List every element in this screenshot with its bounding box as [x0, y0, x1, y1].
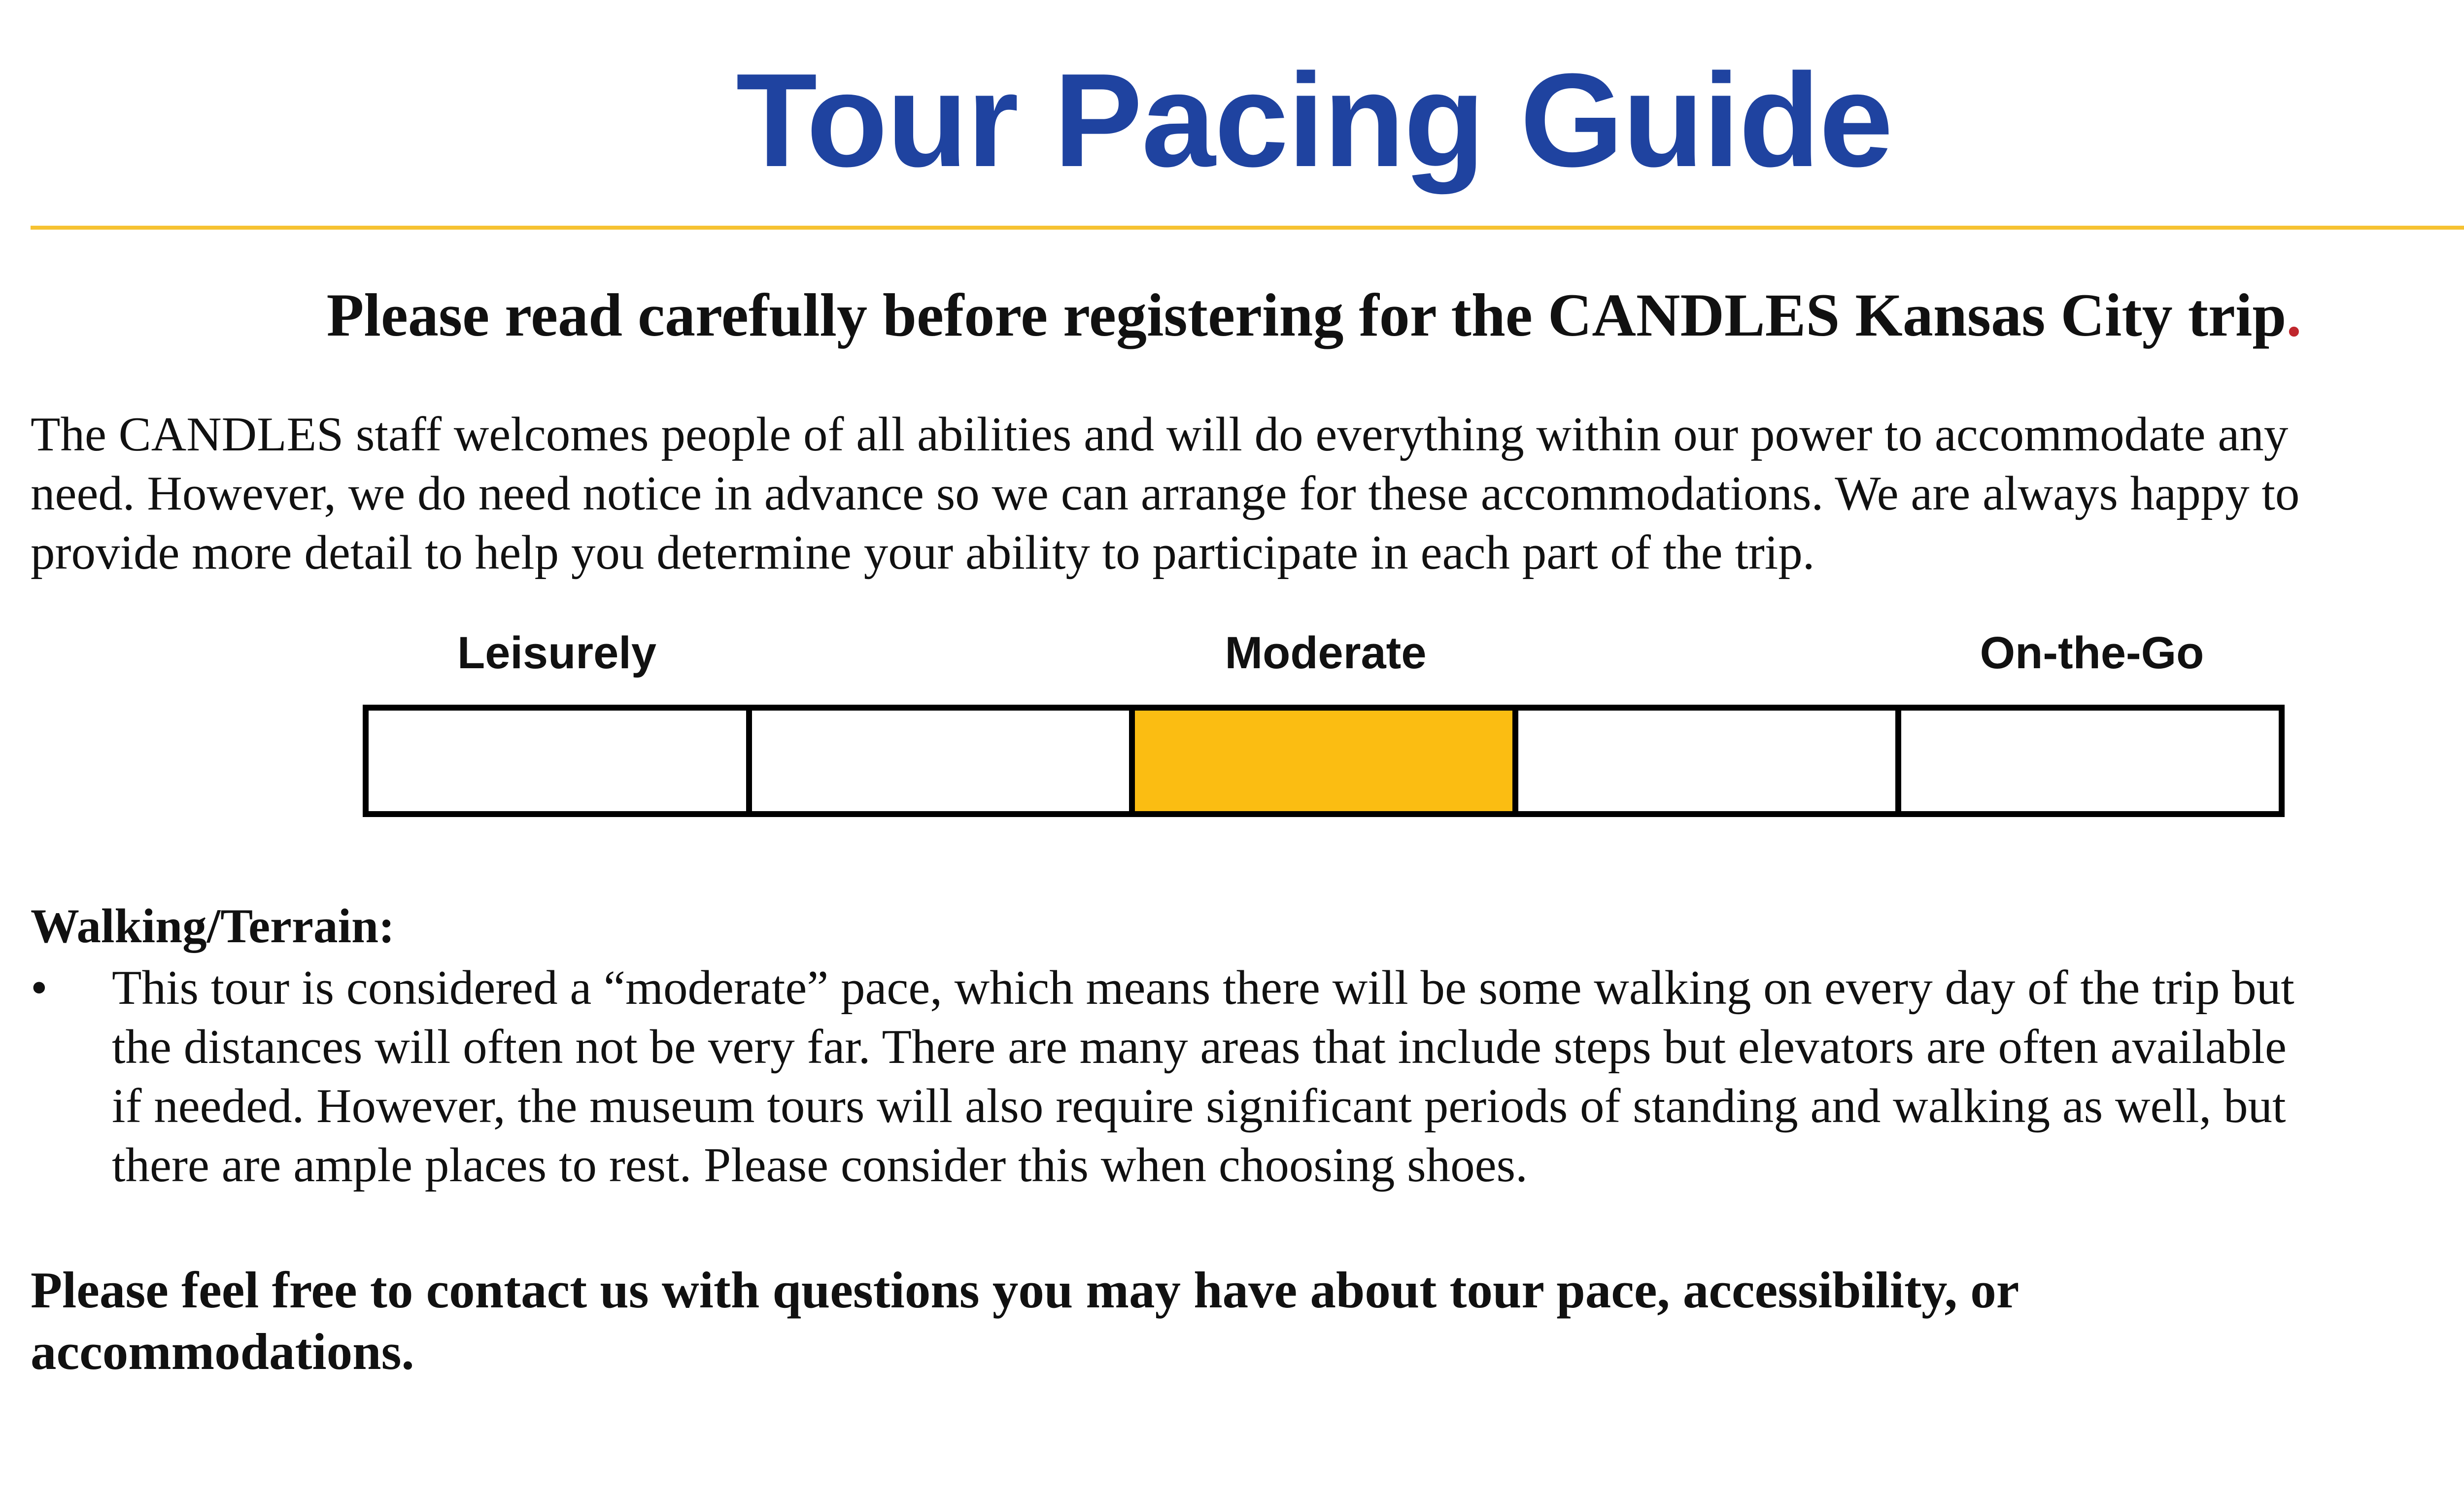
closing-note [31, 1259, 2464, 1382]
intro-line: need. However, we do need notice in advance so we can arrange for these accommodations. We are always happy to [31, 467, 2300, 520]
bullet-text [112, 958, 2464, 1195]
pace-scale [363, 705, 2285, 817]
subtitle-text: Please read carefully before registering for the CANDLES Kansas City trip [326, 281, 2287, 349]
intro-line: provide more detail to help you determine your ability to participate in each part of the trip. [31, 526, 1815, 580]
scale-label-leisurely: Leisurely [457, 628, 656, 678]
intro-line: The CANDLES staff welcomes people of all abilities and will do everything within our power to accommodate any [31, 408, 2289, 461]
walking-terrain-heading: Walking/Terrain: [31, 899, 395, 953]
scale-label-on-the-go: On-the-Go [1980, 628, 2204, 678]
scale-label-moderate: Moderate [1225, 628, 1427, 678]
closing-line: Please feel free to contact us with questions you may have about tour pace, accessibility, or [31, 1261, 2019, 1319]
walking-bullet [31, 958, 2464, 1195]
page-title: Tour Pacing Guide [736, 46, 1892, 195]
bullet-line: This tour is considered a “moderate” pace, which means there will be some walking on every day of the trip but [112, 961, 2294, 1015]
bullet-line: the distances will often not be very far. There are many areas that include steps but elevators are often available [112, 1020, 2287, 1074]
bullet-line: there are ample places to rest. Please consider this when choosing shoes. [112, 1138, 1528, 1192]
bullet-line: if needed. However, the museum tours will also require significant periods of standing and walking as well, but [112, 1079, 2286, 1133]
pace-segment [1518, 711, 1902, 811]
subtitle-period: . [2286, 281, 2302, 349]
intro-paragraph [31, 405, 2464, 582]
bullet-mark: • [31, 961, 48, 1015]
closing-line: accommodations. [31, 1323, 414, 1380]
pace-segment [1901, 711, 2279, 811]
title-divider [31, 226, 2464, 230]
pace-segment [369, 711, 752, 811]
pace-segment [752, 711, 1135, 811]
subtitle [0, 278, 2464, 352]
pace-segment-selected [1135, 711, 1518, 811]
